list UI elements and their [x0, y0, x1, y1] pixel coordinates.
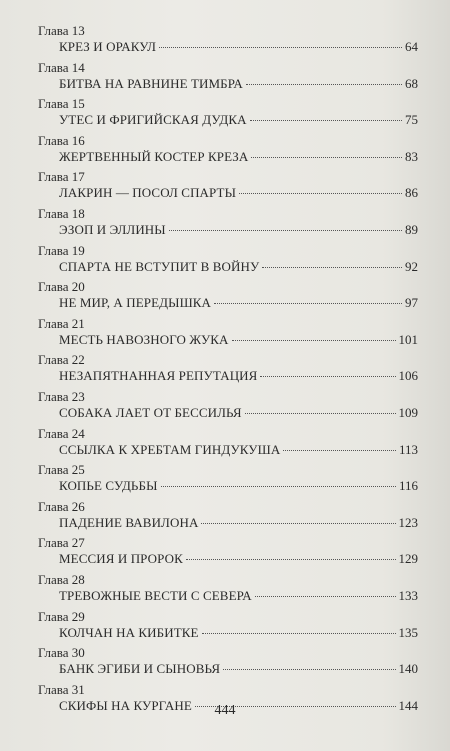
page-ref: 140 — [398, 661, 418, 677]
chapter-label: Глава 27 — [38, 535, 85, 551]
dot-leader — [214, 303, 402, 304]
chapter-label: Глава 22 — [38, 352, 85, 368]
toc-entry — [38, 96, 418, 133]
toc-entry — [38, 133, 418, 170]
chapter-title: КРЕЗ И ОРАКУЛ — [59, 39, 157, 54]
dot-leader — [260, 376, 395, 377]
chapter-label: Глава 30 — [38, 645, 85, 661]
dot-leader — [161, 486, 396, 487]
toc-entry — [38, 23, 418, 60]
toc-entry — [38, 206, 418, 243]
page-ref: 129 — [398, 551, 418, 567]
toc-entry — [38, 60, 418, 97]
toc-entry — [38, 535, 418, 572]
toc-line — [59, 551, 418, 567]
chapter-label: Глава 28 — [38, 571, 85, 587]
chapter-title: СОБАКА ЛАЕТ ОТ БЕССИЛЬЯ — [59, 404, 242, 420]
chapter-label: Глава 29 — [38, 608, 85, 624]
chapter-title: ТРЕВОЖНЫЕ ВЕСТИ С СЕВЕРА — [59, 587, 252, 603]
toc-entry — [38, 316, 418, 353]
dot-leader — [186, 559, 396, 560]
page-ref: 144 — [398, 697, 418, 713]
toc-line — [59, 478, 418, 494]
dot-leader — [250, 120, 402, 121]
page-ref: 101 — [398, 331, 418, 347]
chapter-label: Глава 20 — [38, 279, 85, 295]
table-of-contents — [38, 23, 418, 718]
toc-line — [59, 222, 418, 238]
toc-line — [59, 405, 418, 421]
chapter-title: НЕЗАПЯТНАННАЯ РЕПУТАЦИЯ — [59, 368, 258, 384]
chapter-label: Глава 19 — [38, 242, 85, 258]
page-ref: 92 — [405, 258, 418, 274]
toc-entry — [38, 352, 418, 389]
dot-leader — [201, 523, 395, 524]
chapter-label: Глава 15 — [38, 96, 85, 112]
toc-entry — [38, 462, 418, 499]
dot-leader — [262, 267, 402, 268]
chapter-label: Глава 26 — [38, 498, 85, 514]
chapter-title: ССЫЛКА К ХРЕБТАМ ГИНДУКУША — [59, 441, 281, 457]
dot-leader — [251, 157, 402, 158]
toc-line — [59, 368, 418, 384]
page-ref: 86 — [405, 185, 418, 201]
chapter-title: НЕ МИР, А ПЕРЕДЫШКА — [59, 295, 212, 311]
page-ref: 109 — [398, 404, 418, 420]
page-ref: 116 — [398, 478, 418, 494]
chapter-label: Глава 17 — [38, 169, 85, 185]
page-ref: 135 — [398, 624, 418, 640]
toc-line — [59, 76, 418, 92]
toc-line — [59, 259, 418, 275]
chapter-title: ПАДЕНИЕ ВАВИЛОНА — [59, 514, 199, 530]
chapter-label: Глава 13 — [38, 23, 85, 38]
chapter-label: Глава 24 — [38, 425, 85, 441]
toc-line — [59, 112, 418, 128]
toc-entry — [38, 572, 418, 609]
chapter-title: СПАРТА НЕ ВСТУПИТ В ВОЙНУ — [59, 258, 260, 274]
dot-leader — [169, 230, 402, 231]
chapter-title: КОПЬЕ СУДЬБЫ — [59, 478, 158, 494]
toc-line — [59, 515, 418, 531]
page-ref: 97 — [405, 295, 418, 311]
chapter-title: ЖЕРТВЕННЫЙ КОСТЕР КРЕЗА — [59, 148, 249, 164]
toc-entry — [38, 279, 418, 316]
chapter-title: УТЕС И ФРИГИЙСКАЯ ДУДКА — [59, 112, 247, 128]
toc-entry — [38, 389, 418, 426]
dot-leader — [159, 47, 402, 48]
toc-line — [59, 39, 418, 55]
chapter-title: МЕССИЯ И ПРОРОК — [59, 551, 183, 567]
dot-leader — [246, 84, 402, 85]
chapter-label: Глава 25 — [38, 462, 85, 478]
chapter-title: ЭЗОП И ЭЛЛИНЫ — [59, 221, 166, 237]
toc-entry — [38, 645, 418, 682]
page-ref: 123 — [398, 514, 418, 530]
toc-line — [59, 661, 418, 677]
page-ref: 68 — [405, 75, 418, 91]
toc-line — [59, 185, 418, 201]
page-ref: 133 — [398, 587, 418, 603]
chapter-label: Глава 23 — [38, 388, 85, 404]
toc-line — [59, 625, 418, 641]
page-ref: 75 — [405, 112, 418, 128]
dot-leader — [202, 633, 396, 634]
dot-leader — [232, 340, 396, 341]
chapter-label: Глава 21 — [38, 315, 85, 331]
toc-entry — [38, 243, 418, 280]
chapter-label: Глава 31 — [38, 681, 85, 697]
toc-line — [59, 295, 418, 311]
toc-entry — [38, 426, 418, 463]
chapter-title: БИТВА НА РАВНИНЕ ТИМБРА — [59, 75, 243, 91]
toc-line — [59, 332, 418, 348]
toc-entry — [38, 609, 418, 646]
page-ref: 64 — [405, 39, 418, 54]
toc-entry — [38, 169, 418, 206]
toc-line — [59, 149, 418, 165]
dot-leader — [223, 669, 395, 670]
page-ref: 83 — [405, 148, 418, 164]
page-ref: 89 — [405, 221, 418, 237]
toc-line — [59, 442, 418, 458]
chapter-title: СКИФЫ НА КУРГАНЕ — [59, 697, 192, 713]
dot-leader — [245, 413, 396, 414]
page-ref: 113 — [398, 441, 418, 457]
dot-leader — [239, 193, 402, 194]
chapter-label: Глава 16 — [38, 132, 85, 148]
toc-line — [59, 588, 418, 604]
chapter-title: БАНК ЭГИБИ И СЫНОВЬЯ — [59, 661, 221, 677]
chapter-label: Глава 14 — [38, 59, 85, 75]
dot-leader — [255, 596, 396, 597]
chapter-label: Глава 18 — [38, 205, 85, 221]
page-number: 444 — [214, 703, 236, 718]
dot-leader — [283, 450, 396, 451]
toc-entry — [38, 499, 418, 536]
page-ref: 106 — [398, 368, 418, 384]
chapter-title: МЕСТЬ НАВОЗНОГО ЖУКА — [59, 331, 229, 347]
chapter-title: КОЛЧАН НА КИБИТКЕ — [59, 624, 199, 640]
chapter-title: ЛАКРИН — ПОСОЛ СПАРТЫ — [59, 185, 237, 201]
